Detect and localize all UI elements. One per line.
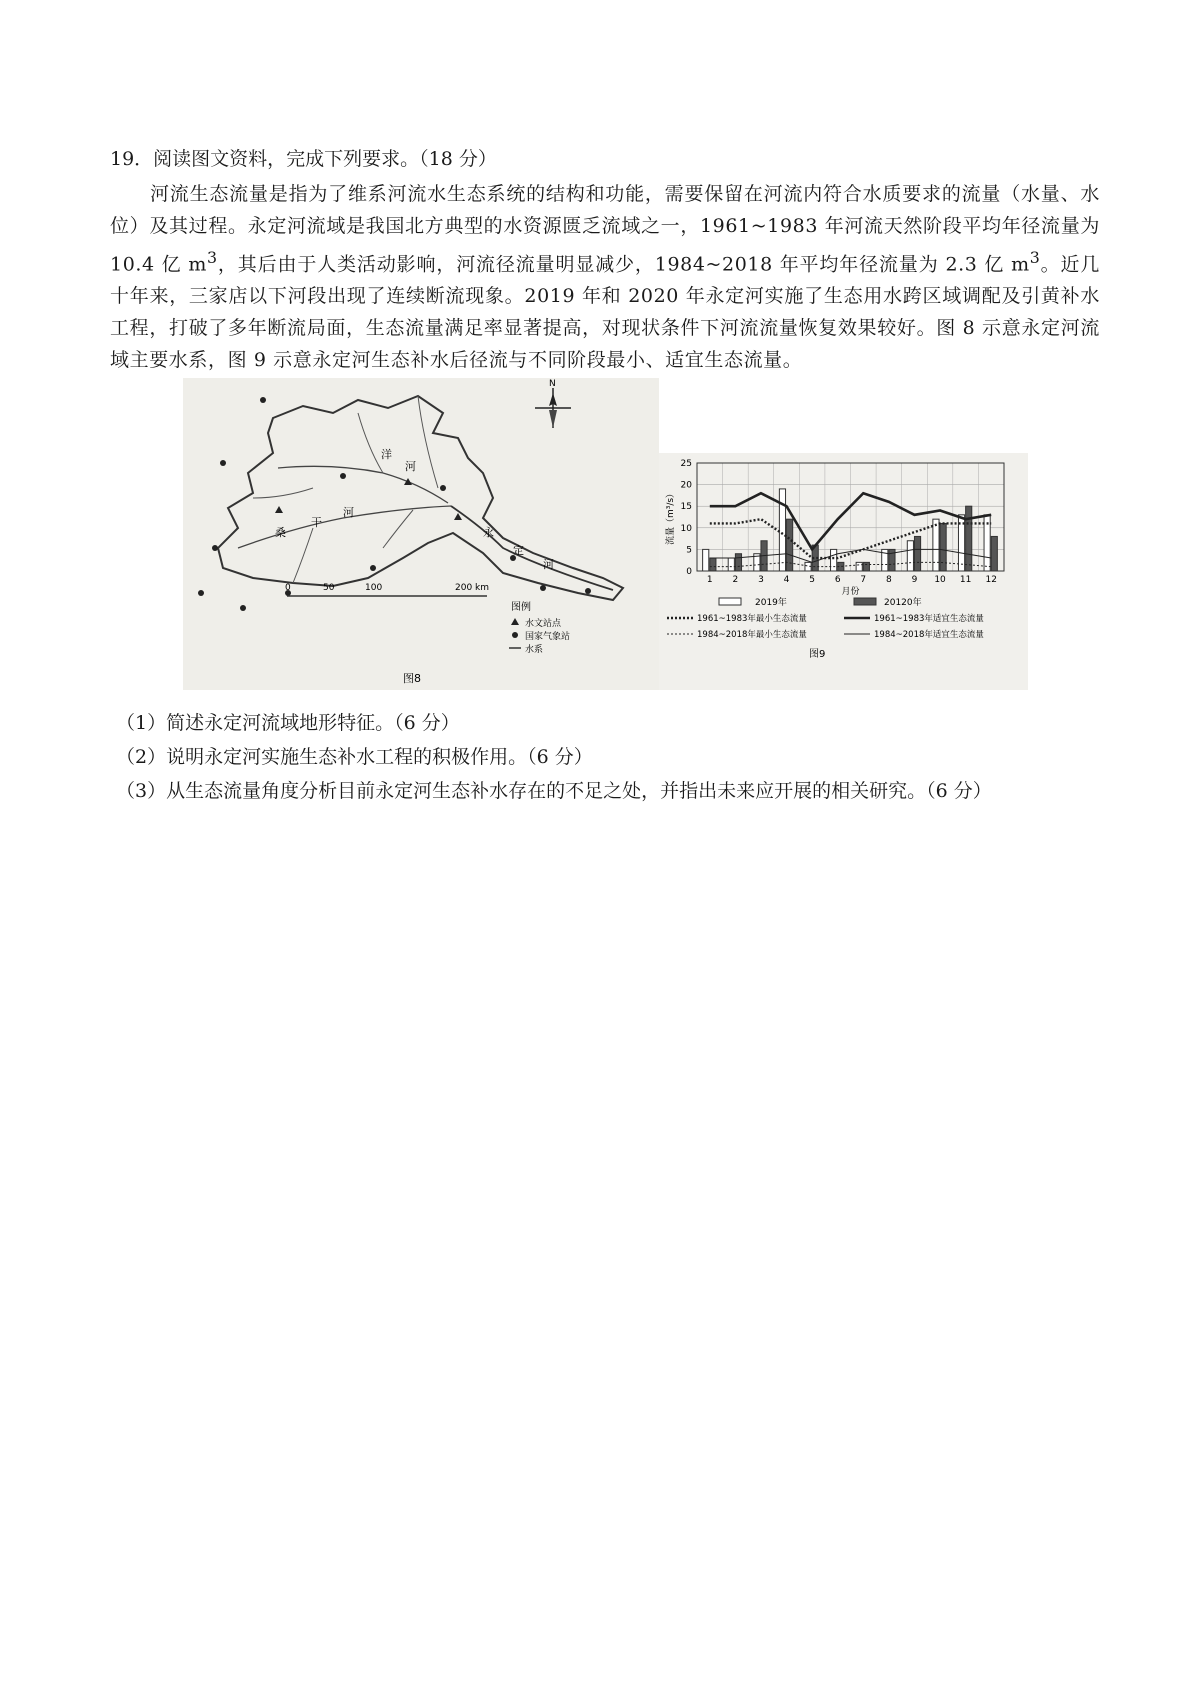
- bar-2019: [703, 549, 709, 571]
- tributary: [293, 528, 313, 583]
- legend-weather-icon: [512, 632, 518, 638]
- bar-2020: [966, 506, 972, 571]
- river-label: 定: [513, 544, 524, 557]
- flow-chart-svg: [659, 453, 1028, 690]
- x-tick-label: 9: [911, 575, 918, 585]
- tributary: [383, 510, 413, 548]
- bar-2019: [907, 541, 913, 571]
- figure-9-chart: [659, 453, 1028, 690]
- x-tick-label: 3: [758, 575, 764, 585]
- bar-2019: [856, 562, 862, 571]
- basin-map-svg: [183, 378, 659, 690]
- scale-tick: 200 km: [455, 583, 490, 593]
- legend-label: 1984~2018年适宜生态流量: [874, 630, 984, 640]
- river-label: 永: [483, 526, 494, 539]
- y-tick-label: 15: [680, 502, 692, 513]
- river-yang: [278, 466, 448, 503]
- legend-label: 20120年: [884, 598, 922, 608]
- y-tick-label: 5: [686, 545, 692, 556]
- paragraph-lead: 河流生态流量是指为了维系河流水生态系统的结构和功能，需要保留在河流内符合水质要求的流量（水量、水位）及其过程。永定河流域是我国北方典型的水资源匮乏流域之一，1961~1983 年河流天然阶段平均年径流量为 10.4 亿 m: [110, 183, 1100, 276]
- legend-item: 国家气象站: [525, 632, 571, 642]
- river-label: 干: [311, 516, 322, 529]
- x-tick-label: 5: [809, 575, 815, 585]
- sub-question-2: （2）说明永定河实施生态补水工程的积极作用。（6 分）: [116, 746, 593, 768]
- north-label: N: [549, 379, 556, 389]
- x-tick-label: 4: [783, 575, 790, 585]
- legend-item: 水文站点: [525, 619, 562, 629]
- y-tick-label: 10: [680, 523, 692, 534]
- question-paragraph: [110, 178, 1100, 376]
- bar-2020: [710, 558, 716, 571]
- scale-tick: 100: [365, 583, 383, 593]
- legend-label: 2019年: [755, 598, 787, 608]
- bar-2020: [991, 536, 997, 571]
- bar-2020: [914, 536, 920, 571]
- legend-label: 1961~1983年适宜生态流量: [874, 614, 984, 624]
- question-title: 19．阅读图文资料，完成下列要求。（18 分）: [110, 148, 497, 170]
- y-tick-label: 20: [680, 480, 692, 491]
- figure-9-caption: 图9: [809, 649, 826, 660]
- river-label: 河: [405, 460, 416, 473]
- paragraph-tail: 。近几十年来，三家店以下河段出现了连续断流现象。2019 年和 2020 年永定河实施了生态用水跨区域调配及引黄补水工程，打破了多年断流局面，生态流量满足率显著提高，对现状条件下河流流量恢复效果较好。图 8 示意永定河流域主要水系，图 9 示意永定河生态补水后径流与不同阶段最小、适宜生态流量。: [110, 253, 1100, 372]
- superscript-3: 3: [206, 248, 218, 267]
- paragraph-mid: ，其后由于人类活动影响，河流径流量明显减少，1984~2018 年平均年径流量为 2.3 亿 m: [217, 253, 1030, 276]
- superscript-3: 3: [1029, 248, 1041, 267]
- legend-label: 1961~1983年最小生态流量: [697, 614, 807, 624]
- scale-tick: 50: [323, 583, 335, 593]
- river-label: 河: [543, 558, 554, 571]
- x-tick-label: 10: [934, 575, 946, 585]
- figure-8-map: [183, 378, 659, 690]
- tributary: [358, 413, 383, 473]
- scale-tick: 0: [285, 583, 291, 593]
- x-tick-label: 1: [706, 575, 713, 585]
- y-tick-label: 25: [680, 459, 692, 469]
- river-label: 洋: [381, 448, 392, 461]
- legend-item: 水系: [525, 645, 544, 655]
- bar-2020: [735, 554, 741, 571]
- river-label: 河: [343, 506, 354, 519]
- y-axis-label: 流量（m³/s）: [666, 488, 676, 546]
- basin-outline: [218, 396, 623, 600]
- legend-swatch: [719, 598, 741, 605]
- x-tick-label: 7: [860, 575, 867, 585]
- x-tick-label: 12: [985, 575, 997, 585]
- tributary: [418, 396, 438, 488]
- tributary: [253, 488, 313, 498]
- bar-2020: [940, 523, 946, 571]
- figures-block: [183, 378, 1028, 690]
- x-tick-label: 2: [732, 575, 739, 585]
- x-tick-label: 8: [886, 575, 892, 585]
- sub-question-3: （3）从生态流量角度分析目前永定河生态补水存在的不足之处，并指出未来应开展的相关研究。（6 分）: [116, 780, 992, 802]
- x-tick-label: 11: [959, 575, 972, 585]
- x-axis-label: 月份: [841, 587, 860, 597]
- bar-2019: [831, 549, 837, 571]
- legend-swatch: [854, 598, 876, 605]
- bar-2019: [728, 558, 734, 571]
- legend-title: 图例: [511, 602, 531, 613]
- figure-8-caption: 图8: [403, 672, 421, 685]
- x-tick-label: 6: [834, 575, 841, 585]
- bar-2019: [779, 489, 785, 571]
- river-label: 桑: [275, 526, 286, 539]
- y-tick-label: 0: [686, 567, 692, 577]
- legend-label: 1984~2018年最小生态流量: [697, 630, 807, 640]
- legend-hydro-icon: [511, 618, 519, 625]
- north-arrow-icon: [535, 388, 571, 428]
- bar-2020: [863, 562, 869, 571]
- bar-2019: [933, 519, 939, 571]
- sub-question-1: （1）简述永定河流域地形特征。（6 分）: [116, 712, 460, 734]
